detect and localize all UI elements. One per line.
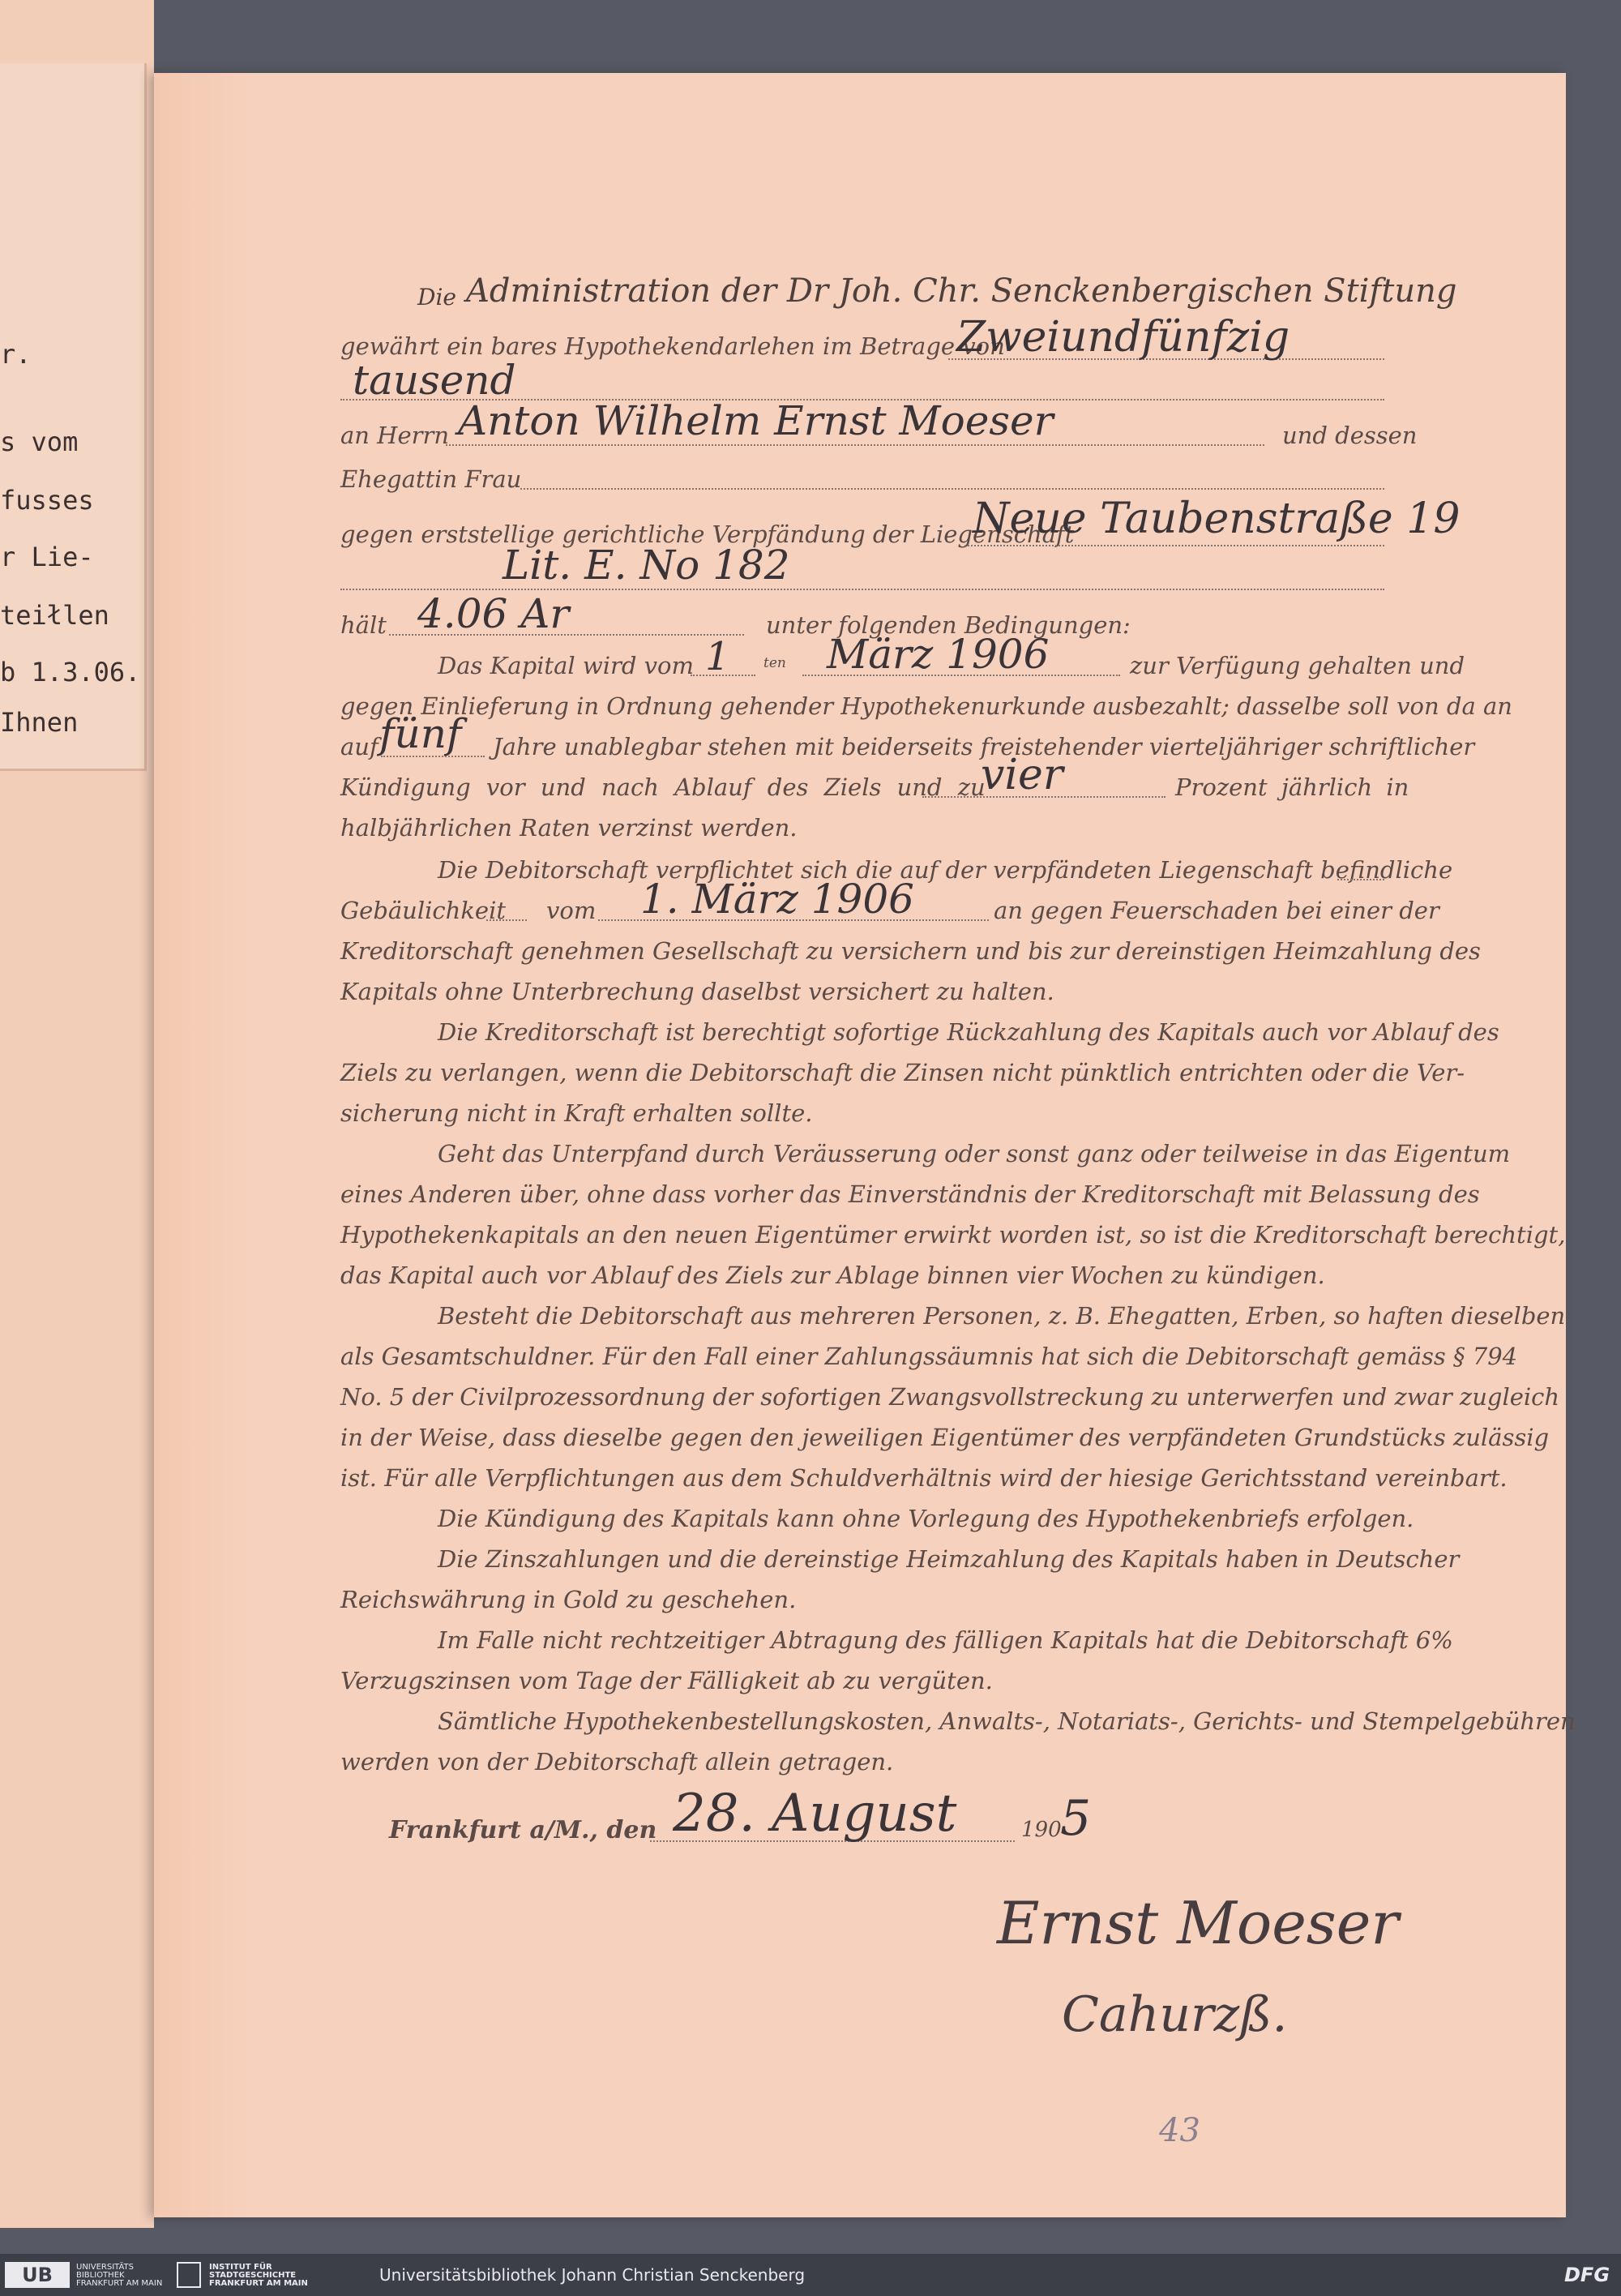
document-heading: Administration der Dr Joh. Chr. Senckenbergischen Stiftung bbox=[466, 272, 1457, 310]
conditions-intro: unter folgenden Bedingungen: bbox=[766, 611, 1131, 639]
typed-letter-fragment bbox=[0, 63, 147, 771]
p1-rate-handwritten: vier bbox=[981, 751, 1063, 799]
p2-rule bbox=[1337, 879, 1384, 880]
ub-text: UNIVERSITÄTS BIBLIOTHEK FRANKFURT AM MAIN bbox=[76, 2263, 163, 2288]
area-handwritten: 4.06 Ar bbox=[417, 590, 570, 637]
footer-bar bbox=[0, 2254, 1621, 2296]
p4-text: eines Anderen über, ohne dass vorher das Einverständnis der Kreditorschaft mit Belassung des bbox=[340, 1180, 1480, 1208]
p2-text: Kreditorschaft genehmen Gesellschaft zu versichern und bis zur dereinstigen Heimzahlung des bbox=[340, 937, 1481, 965]
p1-day-handwritten: 1 bbox=[705, 634, 730, 679]
signature-title: Cahurzß. bbox=[1062, 1986, 1288, 2043]
p5-text: Besteht die Debitorschaft aus mehreren Personen, z. B. Ehegatten, Erben, so haften dieselben bbox=[438, 1302, 1566, 1330]
p1-text: Das Kapital wird vom bbox=[438, 652, 694, 679]
spouse-label: Ehegattin Frau bbox=[340, 465, 522, 493]
p1-text: Kündigung vor und nach Ablauf des Ziels und zu bbox=[340, 773, 986, 801]
spouse-rule bbox=[520, 488, 1384, 490]
p7-text: Reichswährung in Gold zu geschehen. bbox=[340, 1586, 797, 1613]
p2-text: vom bbox=[546, 897, 597, 924]
typed-line: r. bbox=[0, 339, 32, 370]
p1-text: Prozent jährlich in bbox=[1175, 773, 1409, 801]
p5-text: ist. Für alle Verpflichtungen aus dem Schuldverhältnis wird der hiesige Gerichtsstand vereinbart. bbox=[340, 1464, 1508, 1492]
p2-text: Die Debitorschaft verpflichtet sich die auf der verpfändeten Liegenschaft befindliche bbox=[438, 856, 1453, 884]
year-handwritten: 5 bbox=[1060, 1790, 1092, 1847]
dfg-logo: DFG bbox=[1564, 2264, 1610, 2286]
p3-text: sicherung nicht in Kraft erhalten sollte. bbox=[340, 1099, 813, 1127]
underlying-sheet bbox=[0, 0, 154, 2228]
p2-text: Gebäulichkeit bbox=[340, 897, 506, 924]
typed-line: Ihnen bbox=[0, 707, 79, 738]
debtor-rule bbox=[446, 444, 1264, 446]
typed-line: b 1.3.06. bbox=[0, 657, 141, 688]
p9-text: Sämtliche Hypothekenbestellungskosten, Anwalts-, Notariats-, Gerichts- und Stempelgebühren bbox=[438, 1707, 1576, 1735]
p9-text: werden von der Debitorschaft allein getragen. bbox=[340, 1748, 894, 1776]
typed-line: fusses bbox=[0, 485, 94, 516]
library-name: Universitätsbibliothek Johann Christian Senckenberg bbox=[379, 2265, 806, 2285]
p2-text: an gegen Feuerschaden bei einer der bbox=[994, 897, 1439, 924]
amount-handwritten-continued: tausend bbox=[353, 357, 516, 404]
isg-logo-icon bbox=[177, 2262, 201, 2288]
isg-text: INSTITUT FÜR STADTGESCHICHTE FRANKFURT AM MAIN bbox=[209, 2263, 308, 2288]
typed-line: s vom bbox=[0, 426, 79, 457]
p8-text: Im Falle nicht rechtzeitiger Abtragung des fälligen Kapitals hat die Debitorschaft 6% bbox=[438, 1626, 1453, 1654]
p1-text: gegen Einlieferung in Ordnung gehender Hypothekenurkunde ausbezahlt; dasselbe soll von da an bbox=[340, 692, 1512, 720]
p1-text: halbjährlichen Raten verzinst werden. bbox=[340, 814, 798, 842]
p5-text: als Gesamtschuldner. Für den Fall einer Zahlungssäumnis hat sich die Debitorschaft gemäss § 794 bbox=[340, 1343, 1518, 1370]
page-edge-shading bbox=[154, 73, 259, 2217]
p7-text: Die Zinszahlungen und die dereinstige Heimzahlung des Kapitals haben in Deutscher bbox=[438, 1545, 1460, 1573]
p4-text: Geht das Unterpfand durch Veräusserung oder sonst ganz oder teilweise in das Eigentum bbox=[438, 1140, 1511, 1167]
typed-line: teiłlen bbox=[0, 600, 109, 631]
p1-text: Jahre unablegbar stehen mit beiderseits freistehender vierteljähriger schriftlicher bbox=[493, 733, 1475, 760]
p1-date-handwritten: März 1906 bbox=[827, 631, 1050, 678]
p2-date-handwritten: 1. März 1906 bbox=[640, 876, 914, 923]
p5-text: in der Weise, dass dieselbe gegen den jeweiligen Eigentümer des verpfändeten Grundstücks zulässig bbox=[340, 1424, 1550, 1451]
page-number-handwritten: 43 bbox=[1159, 2112, 1200, 2149]
debtor-name-handwritten: Anton Wilhelm Ernst Moeser bbox=[458, 397, 1054, 444]
amount-handwritten: Zweiundfünfzig bbox=[956, 313, 1290, 362]
property-lot-handwritten: Lit. E. No 182 bbox=[503, 542, 790, 589]
p6-text: Die Kündigung des Kapitals kann ohne Vorlegung des Hypothekenbriefs erfolgen. bbox=[438, 1505, 1414, 1532]
ub-logo: UB bbox=[5, 2262, 70, 2288]
place-date-label: Frankfurt a/M., den bbox=[389, 1816, 657, 1844]
amount-intro: gewährt ein bares Hypothekendarlehen im Betrage von bbox=[340, 332, 1005, 360]
p2-text: Kapitals ohne Unterbrechung daselbst versichert zu halten. bbox=[340, 978, 1054, 1005]
p2-rule bbox=[486, 919, 527, 921]
debtor-prefix: an Herrn bbox=[340, 422, 450, 449]
p5-text: No. 5 der Civilprozessordnung der sofortigen Zwangsvollstreckung zu unterwerfen und zwar zugleich bbox=[340, 1383, 1560, 1411]
document-page bbox=[154, 73, 1576, 2217]
p3-text: Ziels zu verlangen, wenn die Debitorschaft die Zinsen nicht pünktlich entrichten oder die Ver- bbox=[340, 1059, 1465, 1086]
p1-text: zur Verfügung gehalten und bbox=[1130, 652, 1465, 679]
date-handwritten: 28. August bbox=[673, 1784, 957, 1844]
property-handwritten: Neue Taubenstraße 19 bbox=[973, 495, 1461, 543]
p8-text: Verzugszinsen vom Tage der Fälligkeit ab zu vergüten. bbox=[340, 1667, 993, 1694]
p1-text: auf bbox=[340, 733, 379, 760]
p4-text: Hypothekenkapitals an den neuen Eigentümer erwirkt worden ist, so ist die Kreditorschaft berechtigt, bbox=[340, 1221, 1566, 1249]
signature: Ernst Moeser bbox=[997, 1889, 1399, 1957]
typed-line: r Lie- bbox=[0, 542, 94, 572]
p4-text: das Kapital auch vor Ablauf des Ziels zur Ablage binnen vier Wochen zu kündigen. bbox=[340, 1262, 1325, 1289]
heading-prefix: Die bbox=[417, 284, 456, 311]
p1-years-handwritten: fünf bbox=[379, 710, 462, 757]
pledge-text: gegen erststellige gerichtliche Verpfändung der Liegenschaft bbox=[340, 520, 1075, 548]
year-prefix: 190 bbox=[1021, 1818, 1062, 1842]
p1-ten: ten bbox=[763, 655, 786, 671]
p3-text: Die Kreditorschaft ist berechtigt sofortige Rückzahlung des Kapitals auch vor Ablauf des bbox=[438, 1018, 1499, 1046]
debtor-suffix: und dessen bbox=[1282, 422, 1418, 449]
property-rule bbox=[964, 545, 1384, 546]
area-prefix: hält bbox=[340, 611, 387, 639]
